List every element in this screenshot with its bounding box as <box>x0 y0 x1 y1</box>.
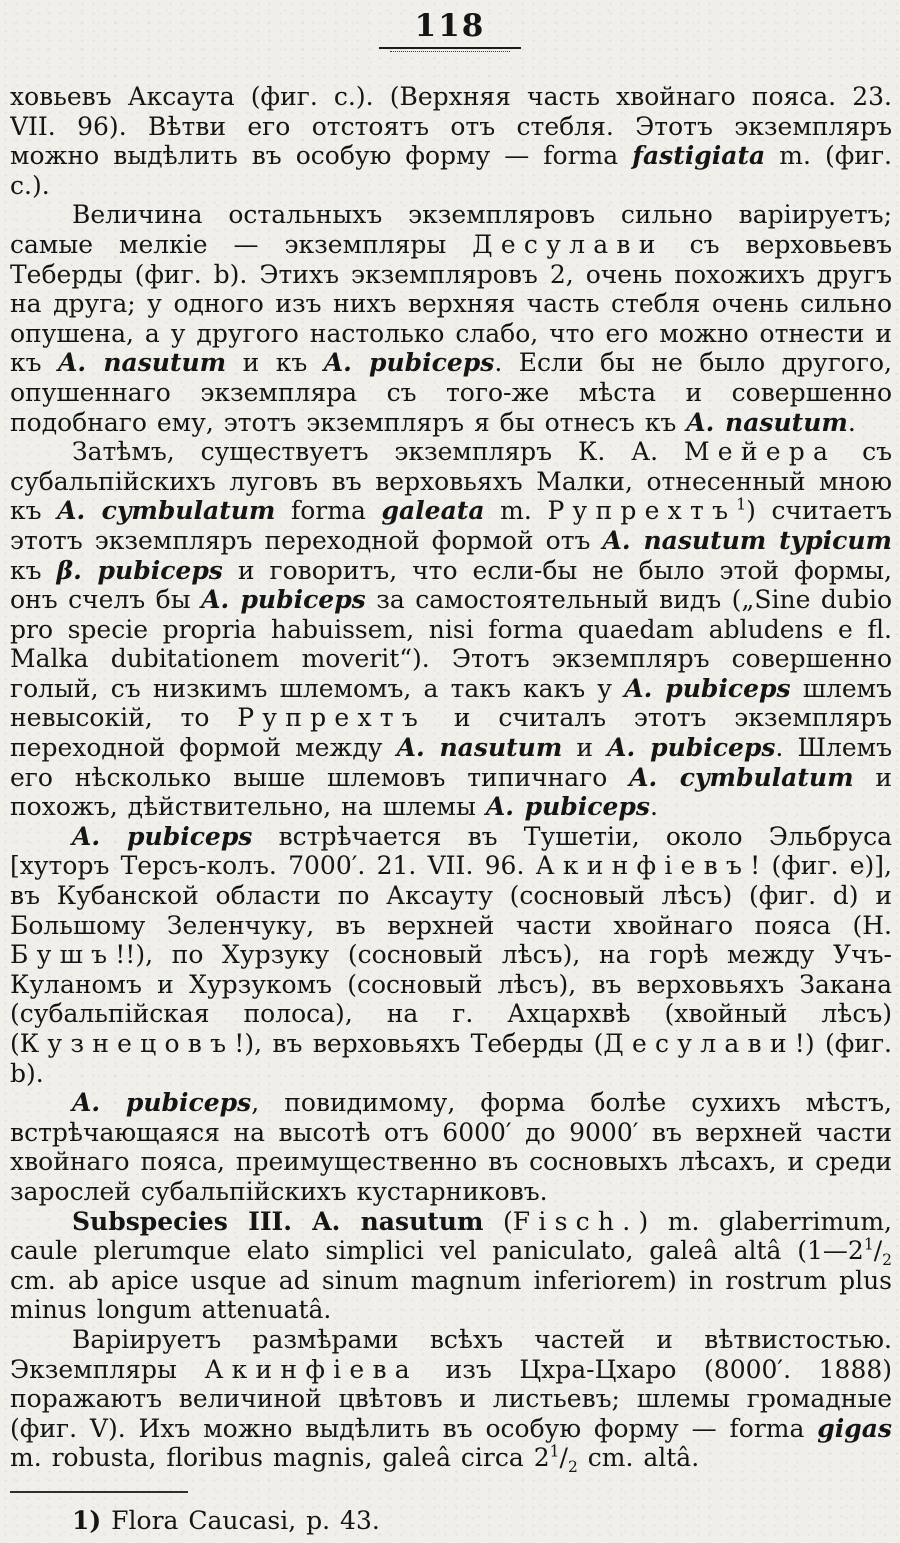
text-run: Flora Caucasi, p. 43. <box>101 1506 380 1535</box>
paragraph <box>10 1088 892 1206</box>
text-run: Десулави <box>603 1029 795 1058</box>
text-run: . Шлемъ его нѣсколько выше шлемовъ типичнаго <box>10 733 892 792</box>
text-run: Десулави <box>472 229 664 259</box>
text-run: A. nasutum <box>686 407 848 437</box>
text-run: , повидимому, форма болѣе сухихъ мѣстъ, встрѣчающаяся на высотѣ отъ 6000′ до 9000′ въ верхней части хвойнаго пояса, преимущественно въ сосновыхъ лѣсахъ, и среди зарослей субальпійскихъ кустарниковъ. <box>10 1088 892 1206</box>
text-run: A. pubiceps <box>485 792 650 822</box>
text-run: шлемъ невысокій, то <box>10 673 892 733</box>
text-run: Бушъ <box>10 940 116 970</box>
text-run: Рупрехтъ <box>547 496 737 526</box>
text-run: и къ <box>226 348 324 378</box>
text-run: / <box>559 1443 568 1473</box>
text-run: A. pubiceps <box>624 673 791 703</box>
text-run: A. nasutum <box>58 348 227 378</box>
text-run: къ <box>10 555 57 585</box>
footnote-rule <box>10 1491 188 1493</box>
text-run: m. (фиг. c.). <box>10 141 892 200</box>
text-run: A. pubiceps <box>607 733 776 763</box>
text-run: !) (фиг. b). <box>10 1029 892 1088</box>
text-run: m. robusta, floribus magnis, galeâ circa 2 <box>10 1443 550 1473</box>
text-run: Варіируетъ размѣрами всѣхъ частей и вѣтвистостью. Экземпляры <box>10 1324 892 1384</box>
paragraph <box>10 1207 892 1325</box>
page-number-rule <box>379 47 521 49</box>
text-run: 1 <box>863 1235 874 1254</box>
text-run: Кузнецовъ <box>19 1029 235 1058</box>
text-run: m. <box>484 496 548 526</box>
text-run: . <box>847 407 856 437</box>
text-run: съ верховьевъ Теберды (фиг. b). Этихъ экземпляровъ 2, очень похожихъ другъ на друга; у одного изъ нихъ верхняя часть стебля очень сильно опушена, а у другого настолько слабо, что его можно отнести и къ <box>10 229 892 378</box>
footnote-area <box>10 1491 890 1535</box>
text-run: ( <box>483 1206 513 1236</box>
text-run: / <box>873 1236 883 1266</box>
text-run: A. nasutum <box>396 733 563 763</box>
footnote-text <box>72 1506 890 1535</box>
paragraph <box>10 822 892 1088</box>
text-run: Рупрехтъ <box>237 703 427 733</box>
text-run: A. cymbulatum <box>629 762 854 792</box>
text-run: A. pubiceps <box>201 585 366 615</box>
text-run: встрѣчается въ Тушетіи, около Эльбруса [хуторъ Терсъ-колъ. 7000′. 21. VII. 96. <box>10 821 892 881</box>
text-run: !), въ верховьяхъ Теберды ( <box>234 1029 604 1058</box>
text-run: Акинфіевъ <box>535 851 751 881</box>
text-run: gigas <box>817 1413 892 1443</box>
text-run: fastigiata <box>632 141 766 171</box>
text-run: !!), по Хурзуку (сосновый лѣсъ), на горѣ между Учъ-Куланомъ и Хурзукомъ (сосновый лѣсъ), въ верховьяхъ Закана (субальпійская полоса), на г. Ахцархвѣ (хвойный лѣсъ) ( <box>10 940 892 1058</box>
text-run: и похожъ, дѣйствительно, на шлемы <box>10 762 892 822</box>
paragraph <box>10 1325 892 1473</box>
text-run: A. cymbulatum <box>57 496 276 526</box>
text-run: . <box>649 792 658 822</box>
text-run: 2 <box>882 1251 892 1270</box>
text-run: ) считаетъ этотъ экземпляръ переходной формой отъ <box>10 496 892 555</box>
text-run: Subspecies III. A. nasutum <box>72 1206 484 1236</box>
text-run: и считалъ этотъ экземпляръ переходной формой между <box>10 703 892 763</box>
text-run: 1 <box>736 495 747 514</box>
text-run: Затѣмъ, существуетъ экземпляръ К. А. <box>72 437 684 467</box>
text-run: Акинфіева <box>204 1354 418 1384</box>
paragraph <box>10 437 892 822</box>
paragraph <box>10 1473 892 1474</box>
text-run: съ субальпійскихъ луговъ въ верховьяхъ Малки, отнесенный мною къ <box>10 437 892 526</box>
text-run: β. pubiceps <box>56 555 223 585</box>
text-run: Величина остальныхъ экземпляровъ сильно варіируетъ; самые мелкіе — экземпляры <box>10 200 892 259</box>
text-run: A. pubiceps <box>323 348 495 378</box>
page-number: 118 <box>414 8 486 44</box>
text-run: 1) <box>72 1506 102 1535</box>
text-run: cm. ab apice usque ad sinum magnum inferiorem) in rostrum plus minus longum attenuatâ. <box>10 1265 892 1325</box>
text-run: и говоритъ, что если-бы не было этой формы, онъ счелъ бы <box>10 555 892 615</box>
text-run: A. nasutum typicum <box>602 525 892 555</box>
text-run: изъ Цхра-Цхаро (8000′. 1888) поражаютъ величиной цвѣтовъ и листьевъ; шлемы громадные (фиг. V). Ихъ можно выдѣлить въ особую форму — forma <box>10 1354 892 1443</box>
paragraph <box>10 82 892 200</box>
text-run: и <box>562 733 608 763</box>
paragraph <box>10 200 892 437</box>
text-run: galeata <box>381 496 485 526</box>
text-run: Мейера <box>683 437 837 467</box>
page-number-rule-secondary <box>390 51 510 52</box>
text-run: за самостоятельный видъ („Sine dubio pro specie propria habuissem, nisi forma quaedam abludens e fl. Malka dubitationem moverit“). Этотъ экземпляръ совершенно голый, съ низкимъ шлемомъ, а такъ какъ у <box>10 585 892 703</box>
text-run <box>10 1473 892 1474</box>
text-run: 2 <box>567 1458 578 1474</box>
text-run: . Если бы не было другого, опушеннаго экземпляра съ того-же мѣста и совершенно подобнаго ему, этотъ экземпляръ я бы отнесъ къ <box>10 348 892 437</box>
text-run: ховьевъ Аксаута (фиг. c.). (Верхняя часть хвойнаго пояса. 23. VII. 96). Вѣтви его отстоятъ отъ стебля. Этотъ экземпляръ можно выдѣлить въ особую форму — forma <box>10 82 892 171</box>
text-body <box>10 82 892 1474</box>
text-run: ) m. glaberrimum, caule plerumque elato simplici vel paniculato, galeâ altâ (1—2 <box>10 1206 892 1266</box>
text-run: ! (фиг. e)], въ Кубанской области по Аксауту (сосновый лѣсъ) (фиг. d) и Большому Зеленчуку, въ верхней части хвойнаго пояса (Н. <box>10 851 892 940</box>
text-run: A. pubiceps <box>72 821 253 851</box>
text-run: cm. altâ. <box>577 1443 700 1473</box>
text-run: forma <box>275 496 382 526</box>
text-run: A. pubiceps <box>72 1088 252 1118</box>
text-run: Fisch. <box>512 1206 639 1236</box>
text-run: 1 <box>549 1442 560 1461</box>
